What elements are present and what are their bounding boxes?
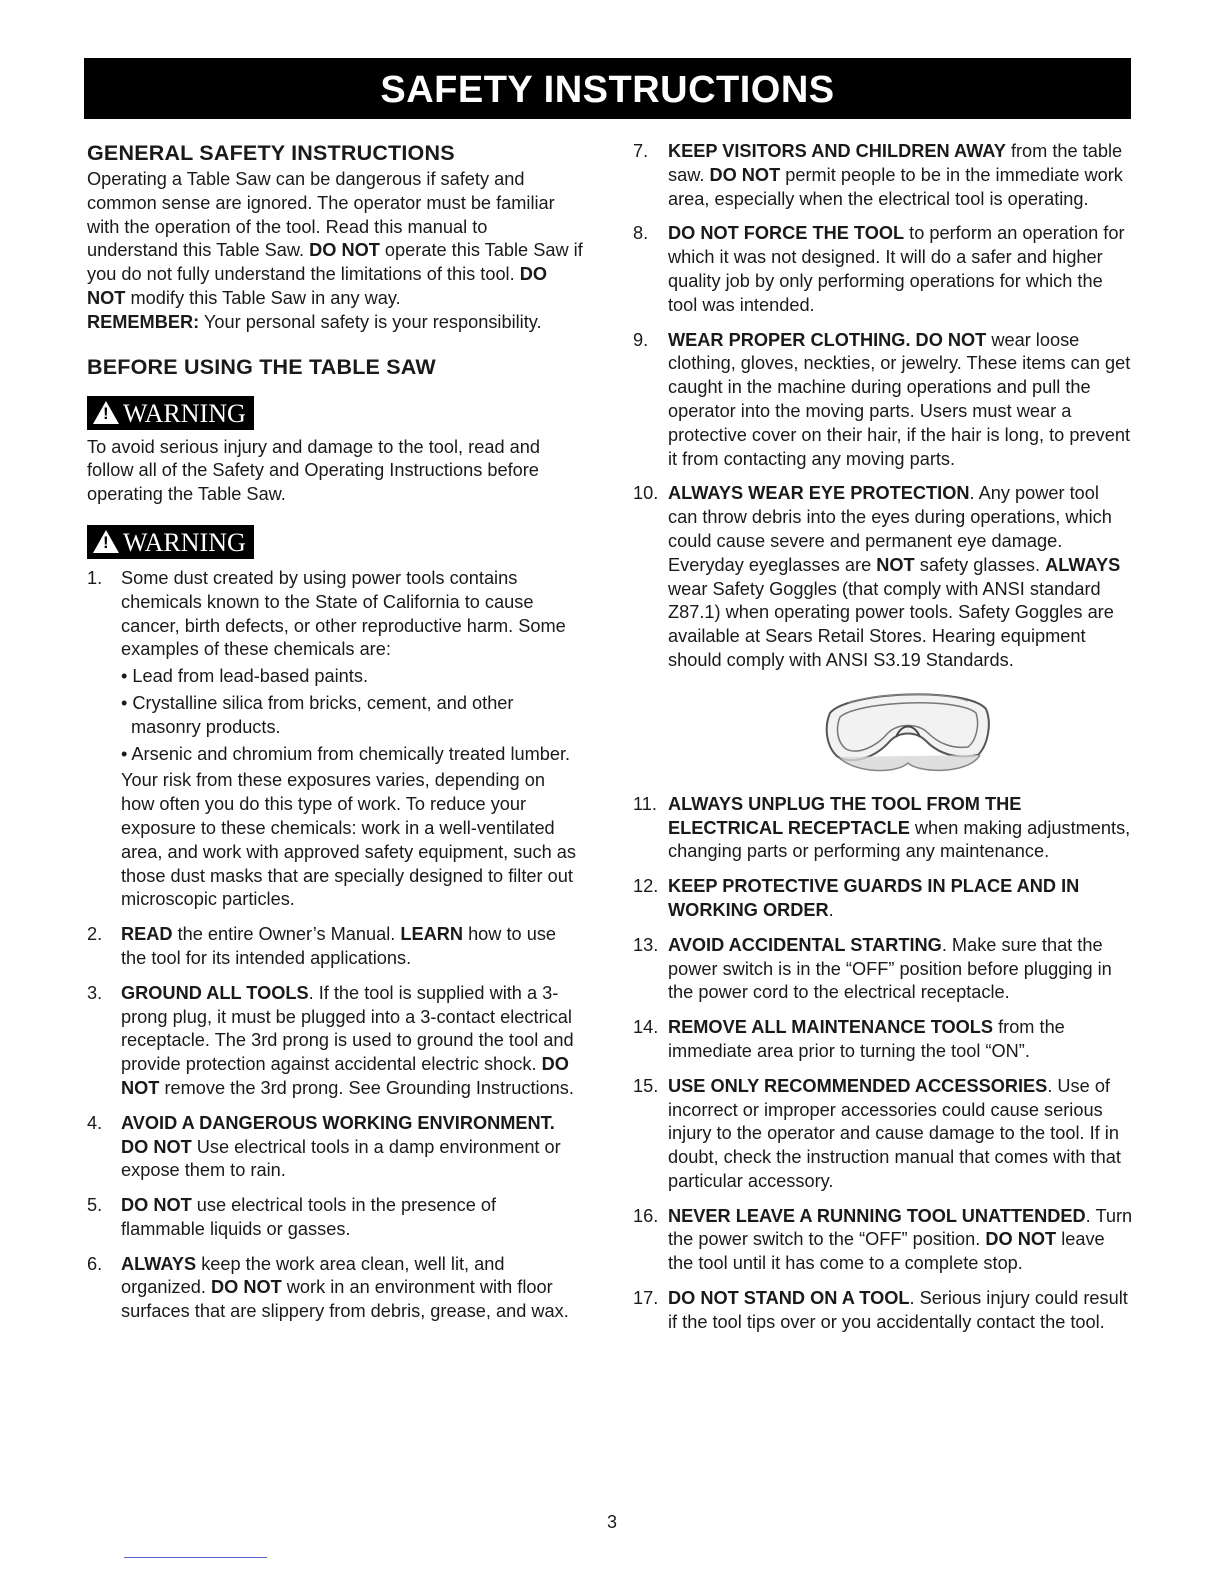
item-bold: NEVER LEAVE A RUNNING TOOL UNATTENDED [668, 1205, 1086, 1226]
item-text: safety glasses. [914, 554, 1046, 575]
item-text: . If the tool is supplied with a 3-prong plug, it must be plugged into a 3-contact electrical receptacle. The 3rd prong is used to ground the tool and provide protection against accidental electric shock. [121, 982, 574, 1075]
warning-text: To avoid serious injury and damage to the tool, read and follow all of the Safety and Operating Instructions before operating the Table Saw. [87, 436, 540, 505]
item-number: 3. [87, 982, 103, 1003]
list-item [633, 793, 1133, 864]
item-text: . Turn the power switch to the “OFF” position. [668, 1205, 1133, 1250]
instruction-list-right [633, 140, 1133, 1335]
list-item [87, 982, 583, 1101]
item-bold: KEEP VISITORS AND CHILDREN AWAY [668, 141, 1006, 161]
item-bold: ALWAYS [121, 1253, 197, 1274]
item-text-after: Your risk from these exposures varies, depending on how often you do this type of work. To reduce your exposure to these chemicals: work in a well-ventilated area, and work with approved safety equipment, such as those dust masks that are specially designed to filter out microscopic particles. [121, 770, 576, 910]
item-number: 5. [87, 1195, 103, 1216]
item-bold: DO NOT [985, 1229, 1057, 1250]
general-paragraph [87, 168, 583, 335]
item-number: 12. [633, 876, 659, 897]
item-number: 13. [633, 934, 659, 955]
item-text: the entire Owner’s Manual. [172, 924, 401, 945]
item-text: . Any power tool can throw debris into the eyes during operations, which could cause severe and permanent eye damage. Everyday eyeglasses are [668, 483, 1112, 575]
warning-block-1 [87, 396, 583, 430]
item-number: 6. [87, 1253, 103, 1274]
warning-badge [87, 525, 254, 559]
item-text: wear loose clothing, gloves, neckties, or jewelry. These items can get caught in the machine during operations and pull the operator into the moving parts. Users must wear a protective cover on their hair, if the hair is long, to prevent it from contacting any moving parts. [668, 329, 1131, 469]
instruction-list-left [87, 567, 583, 1324]
warning-label: WARNING [123, 398, 246, 428]
item-number: 1. [87, 567, 103, 588]
bullet: • Lead from lead-based paints. [121, 666, 368, 687]
general-text-1: Operating a Table Saw can be dangerous if safety and common sense are ignored. The operator must be familiar with the operation of the tool. Read this manual to understand this Table Saw. [87, 169, 555, 261]
right-column [633, 138, 1133, 1346]
general-text-4: Your personal safety is your responsibility. [203, 311, 542, 332]
item-number: 10. [633, 483, 659, 504]
list-item [633, 1075, 1133, 1194]
list-item [633, 222, 1133, 317]
item-number: 7. [633, 141, 649, 161]
general-bold-2: DO NOT [87, 264, 547, 308]
item-text: Use electrical tools in a damp environment or expose them to rain. [121, 1136, 561, 1181]
bullet-text: Crystalline silica from bricks, cement, and other masonry products. [131, 692, 514, 737]
warning-block-2 [87, 525, 583, 559]
list-item [87, 1194, 583, 1242]
bullet: • Crystalline silica from bricks, cement, and other masonry products. [121, 692, 514, 737]
item-text: permit people to be in the immediate work area, especially when the electrical tool is operating. [668, 164, 1123, 209]
item-bold: DO NOT [121, 1195, 192, 1216]
page-banner: SAFETY INSTRUCTIONS [84, 58, 1131, 119]
item-bold: DO NOT FORCE THE TOOL [668, 223, 905, 244]
list-item [87, 1112, 583, 1183]
list-item [633, 1205, 1133, 1276]
safety-goggles-illustration [818, 683, 998, 779]
item-bold: WEAR PROPER CLOTHING. DO NOT [668, 329, 987, 350]
item-bold: USE ONLY RECOMMENDED ACCESSORIES [668, 1075, 1048, 1096]
item-text: from the table saw. [668, 141, 1123, 185]
general-heading: GENERAL SAFETY INSTRUCTIONS [87, 141, 455, 165]
item-bold: ALWAYS WEAR EYE PROTECTION [668, 483, 970, 504]
bullet-text: Arsenic and chromium from chemically treated lumber. [131, 743, 571, 764]
item-bold: AVOID ACCIDENTAL STARTING [668, 934, 942, 955]
item-text: to perform an operation for which it was not designed. It will do a safer and higher quality job by only performing operations for which the tool was intended. [668, 223, 1125, 315]
item-number: 8. [633, 223, 649, 244]
item-bold: ALWAYS [1045, 554, 1121, 575]
item-text: wear Safety Goggles (that comply with ANSI standard Z87.1) when operating power tools. Safety Goggles are available at Sears Retail Stores. Hearing equipment should comply with ANSI S3.19 Standards. [668, 578, 1114, 670]
footer-link-line [124, 1557, 267, 1558]
list-item [633, 934, 1133, 1005]
item-number: 16. [633, 1205, 659, 1226]
item-text: keep the work area clean, well lit, and organized. [121, 1253, 505, 1298]
item-number: 11. [633, 793, 657, 814]
before-heading: BEFORE USING THE TABLE SAW [87, 354, 436, 379]
item-number: 14. [633, 1017, 659, 1038]
item-number: 17. [633, 1288, 659, 1309]
item-bold: LEARN [400, 924, 464, 945]
item-text: leave the tool until it has come to a complete stop. [668, 1229, 1105, 1274]
item-bold: KEEP PROTECTIVE GUARDS IN PLACE AND IN WORKING ORDER [668, 876, 1080, 920]
list-item [87, 1253, 583, 1324]
item-text: . Use of incorrect or improper accessories could cause serious injury to the operator and cause damage to the tool. If in doubt, check the instruction manual that comes with that particular accessory. [668, 1075, 1121, 1191]
item-text: use electrical tools in the presence of flammable liquids or gasses. [121, 1195, 497, 1239]
item-text: when making adjustments, changing parts or performing any maintenance. [668, 817, 1131, 862]
list-item [87, 567, 583, 912]
item-text: work in an environment with floor surfaces that are slippery from debris, grease, and wax. [121, 1277, 569, 1322]
general-bold-1: DO NOT [309, 240, 380, 261]
item-text: . [828, 899, 834, 920]
item-bold: DO NOT STAND ON A TOOL [668, 1288, 910, 1309]
item-text: . Make sure that the power switch is in the “OFF” position before plugging in the power cord to the electrical receptacle. [668, 934, 1112, 1003]
list-item [633, 1016, 1133, 1064]
page-number: 3 [606, 1512, 617, 1532]
general-text-3: modify this Table Saw in any way. [130, 287, 401, 308]
remember-label: REMEMBER: [87, 311, 200, 332]
item-bold: READ [121, 924, 173, 945]
left-column [87, 138, 583, 1335]
list-item [633, 875, 1133, 923]
item-number: 2. [87, 924, 103, 945]
item-bold: DO NOT [709, 164, 781, 185]
list-item [633, 1287, 1133, 1335]
item-bold: DO NOT [121, 1054, 569, 1098]
item-text: from the immediate area prior to turning the tool “ON”. [668, 1017, 1065, 1061]
warning-badge [87, 396, 254, 430]
list-item [87, 923, 583, 971]
warning-triangle-icon [93, 401, 119, 424]
item-text: . Serious injury could result if the tool tips over or you accidentally contact the tool. [668, 1288, 1128, 1332]
item-bold: AVOID A DANGEROUS WORKING ENVIRONMENT. DO NOT [121, 1112, 555, 1157]
item-number: 15. [633, 1075, 659, 1096]
item-text: how to use the tool for its intended applications. [121, 924, 557, 968]
item-number: 4. [87, 1112, 103, 1133]
item-bold: DO NOT [211, 1277, 282, 1298]
list-item [633, 140, 1133, 211]
item-bold: REMOVE ALL MAINTENANCE TOOLS [668, 1017, 994, 1038]
item-bold: GROUND ALL TOOLS [121, 982, 309, 1003]
list-item [633, 482, 1133, 778]
bullet-text: Lead from lead-based paints. [132, 666, 368, 687]
general-text-2: operate this Table Saw if you do not fully understand the limitations of this tool. [87, 240, 583, 285]
bullet: • Arsenic and chromium from chemically treated lumber. [121, 743, 571, 764]
item-bold: NOT [876, 554, 915, 575]
item-text: Some dust created by using power tools contains chemicals known to the State of California to cause cancer, birth defects, or other reproductive harm. Some examples of these chemicals are: [121, 567, 566, 660]
item-bold: ALWAYS UNPLUG THE TOOL FROM THE ELECTRICAL RECEPTACLE [668, 793, 1022, 838]
item-text: remove the 3rd prong. See Grounding Instructions. [159, 1077, 574, 1098]
list-item [633, 329, 1133, 472]
warning-label: WARNING [123, 527, 246, 557]
warning-triangle-icon [93, 530, 119, 553]
item-number: 9. [633, 329, 649, 350]
